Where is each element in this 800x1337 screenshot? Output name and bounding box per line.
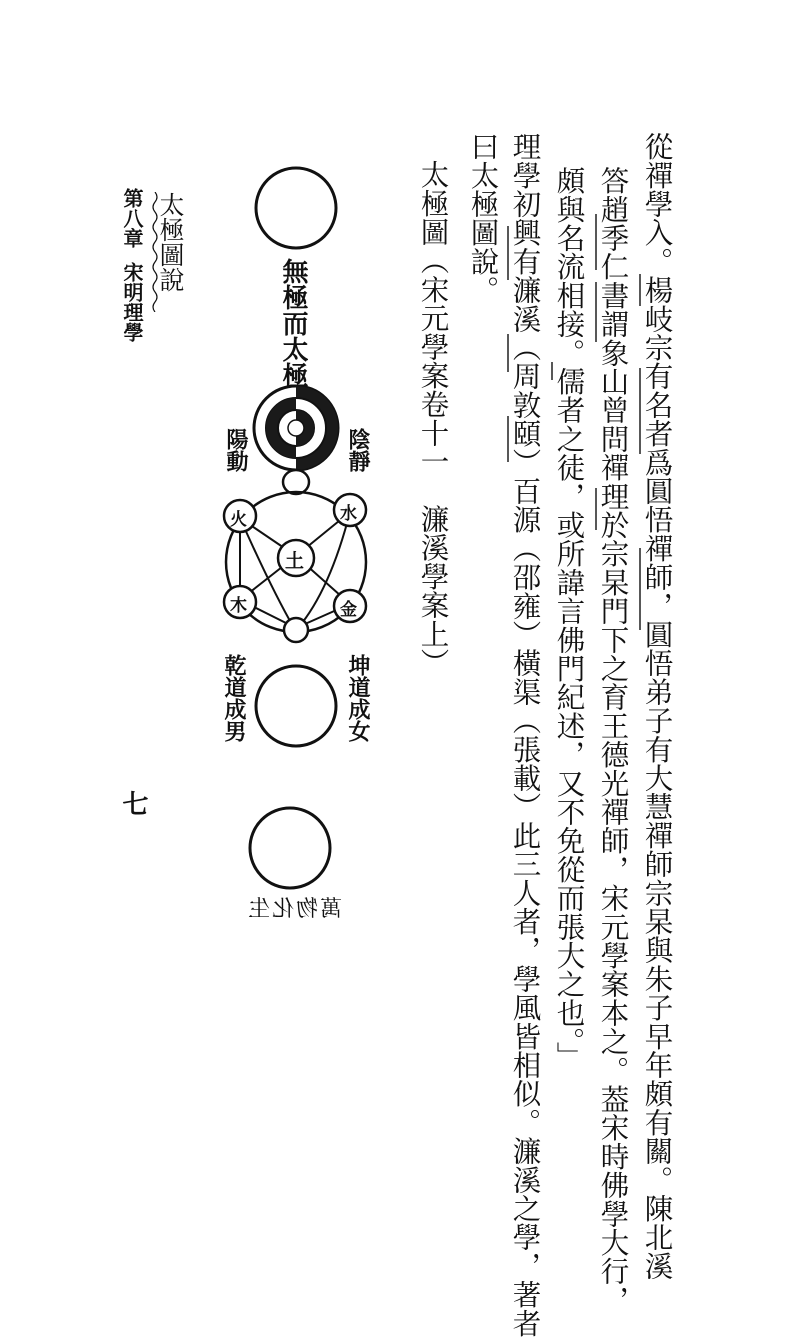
bottom-small-circle — [284, 618, 308, 642]
water-label: 水 — [340, 504, 357, 524]
qian-label: 乾道成男 — [221, 654, 246, 742]
yin-yang-circle — [254, 386, 338, 470]
wuji-taiji-label: 無極而太極 — [278, 258, 308, 388]
text-column-5: 曰太極圖說。 — [466, 132, 500, 305]
text-column-4: 理學初興有濂溪（周敦頤）百源（邵雍）橫渠（張載）此三人者，學風皆相似。濂溪之學，著者 — [508, 132, 542, 1337]
chapter-title: 宋明理學 — [120, 262, 144, 342]
qian-kun-circle — [256, 666, 336, 746]
fire-label: 火 — [230, 510, 247, 530]
connector-knob — [283, 470, 309, 494]
wanwu-circle — [250, 808, 330, 888]
figure-caption: 太極圖說 — [156, 192, 185, 292]
text-column-2: 答趙季仁書謂象山曾問禪理於宗杲門下之育王德光禪師，宋元學案本之。葢宋時佛學大行， — [596, 166, 630, 1314]
chapter-number: 第八章 — [120, 188, 144, 248]
text-column-3: 頗與名流相接。儒者之徒，或所諱言佛門紀述，又不免從而張大之也。」 — [552, 166, 586, 1071]
wuji-circle — [256, 168, 336, 248]
wanwu-label: 萬物化生 — [246, 897, 343, 922]
earth-label: 土 — [285, 550, 305, 572]
text-column-1: 從禪學入。楊岐宗有名者爲圓悟禪師，圓悟弟子有大慧禪師宗杲與朱子早年頗有關。陳北溪 — [640, 132, 674, 1280]
text-column-6: 太極圖（宋元學案卷十一 濂溪學案上） — [416, 160, 450, 677]
yang-dong-label: 陽動 — [223, 428, 248, 472]
page-number-label: 七 — [118, 790, 148, 816]
kun-label: 坤道成女 — [345, 654, 370, 742]
wood-label: 木 — [230, 596, 247, 616]
metal-label: 金 — [340, 600, 357, 620]
yin-jing-label: 陰靜 — [345, 428, 370, 472]
